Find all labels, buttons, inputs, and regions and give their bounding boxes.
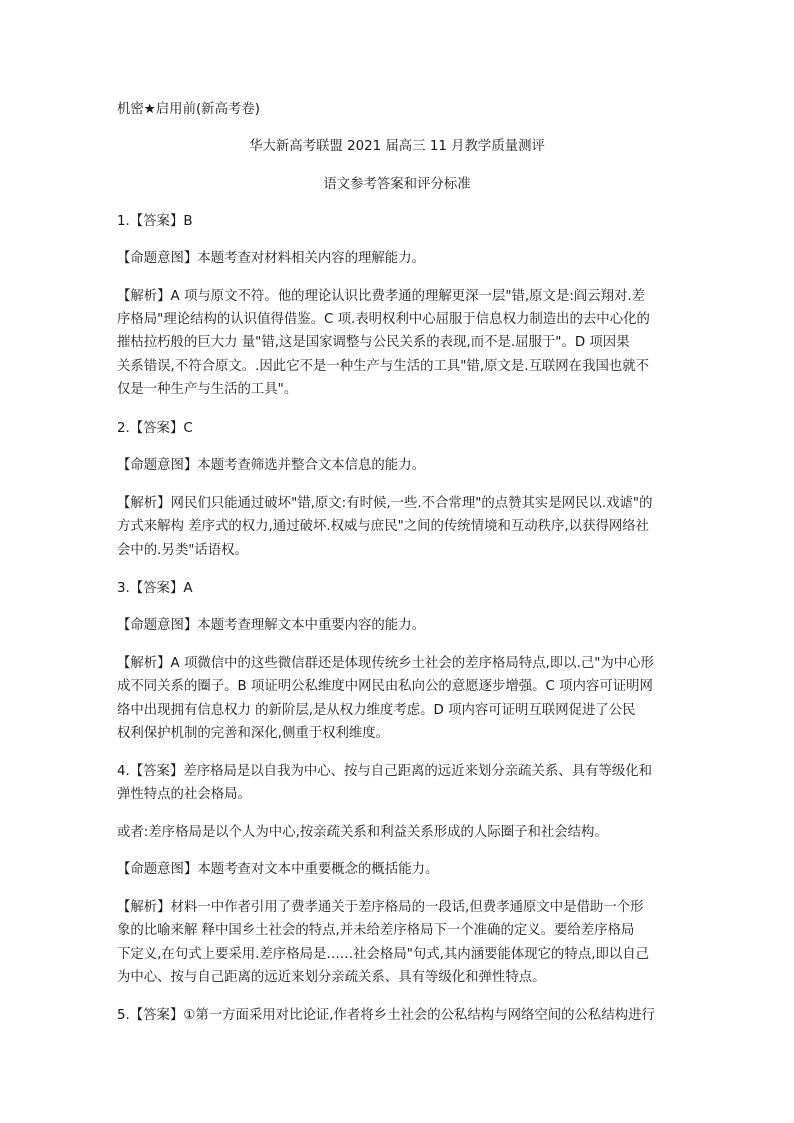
q1-answer: 1.【答案】B	[117, 214, 193, 229]
confidential-label: 机密★启用前(新高考卷)	[117, 102, 260, 117]
q3-analysis-line: 【解析】A 项微信中的这些微信群还是体现传统乡土社会的差序格局特点,即以.己"为中心形	[117, 656, 654, 671]
q4-analysis-line: 【解析】材料一中作者引用了费孝通关于差序格局的一段话,但费孝通原文中是借助一个形	[117, 900, 644, 915]
q1-analysis-line: 序格局"理论结构的认识值得借鉴。C 项.表明权利中心屈服于信息权力制造出的去中心化的	[117, 312, 650, 327]
q2-intent: 【命题意图】本题考查筛选并整合文本信息的能力。	[117, 458, 425, 473]
q2-analysis-line: 会中的.另类"话语权。	[117, 543, 248, 558]
q1-analysis-line: 仅是一种生产与生活的工具"。	[117, 382, 298, 397]
q3-analysis-line: 络中出现拥有信息权力 的新阶层,是从权力维度考虑。D 项内容可证明互联网促进了公民	[117, 703, 636, 718]
document-title: 华大新高考联盟 2021 届高三 11 月教学质量测评	[249, 139, 545, 154]
q4-analysis-line: 为中心、按与自己距离的远近来划分亲疏关系、具有等级化和弹性特点。	[117, 970, 546, 985]
q3-answer: 3.【答案】A	[117, 581, 193, 596]
q4-analysis-line: 象的比喻来解 释中国乡土社会的特点,并未给差序格局下一个准确的定义。要给差序格局	[117, 923, 635, 938]
q1-analysis-line: 摧枯拉朽般的巨大力 量"错,这是国家调整与公民关系的表现,而不是.屈服于"。D 项因果	[117, 335, 630, 350]
q1-analysis-line: 关系错误,不符合原文。.因此它不是一种生产与生活的工具"错,原文是.互联网在我国也就不	[117, 359, 650, 374]
q1-intent: 【命题意图】本题考查对材料相关内容的理解能力。	[117, 251, 425, 266]
q3-intent: 【命题意图】本题考查理解文本中重要内容的能力。	[117, 618, 425, 633]
document-subtitle: 语文参考答案和评分标准	[323, 177, 471, 192]
q2-analysis-line: 方式来解构 差序式的权力,通过破坏.权威与庶民"之间的传统情境和互动秩序,以获得网络社	[117, 519, 650, 534]
q4-alt-answer: 或者:差序格局是以个人为中心,按亲疏关系和利益关系形成的人际圈子和社会结构。	[117, 825, 608, 840]
q4-answer-line: 弹性特点的社会格局。	[117, 787, 251, 802]
q4-answer-line: 4.【答案】差序格局是以自我为中心、按与自己距离的远近来划分亲疏关系、具有等级化和	[117, 764, 653, 779]
q2-analysis-line: 【解析】网民们只能通过破坏"错,原文:有时候,一些.不合常理"的点赞其实是网民以.戏谑"的	[117, 496, 653, 511]
q4-analysis-line: 下定义,在句式上要采用.差序格局是……社会格局"句式,其内涵要能体现它的特点,即以自己	[117, 947, 650, 962]
q5-answer: 5.【答案】①第一方面采用对比论证,作者将乡土社会的公私结构与网络空间的公私结构进行	[117, 1008, 655, 1023]
q4-intent: 【命题意图】本题考查对文本中重要概念的概括能力。	[117, 862, 439, 877]
q3-analysis-line: 权利保护机制的完善和深化,侧重于权利维度。	[117, 726, 390, 741]
q1-analysis-line: 【解析】A 项与原文不符。他的理论认识比费孝通的理解更深一层"错,原文是:阎云翔对.差	[117, 289, 646, 304]
q2-answer: 2.【答案】C	[117, 421, 193, 436]
q3-analysis-line: 成不同关系的圈子。B 项证明公私维度中网民由私向公的意愿逐步增强。C 项内容可证明网	[117, 679, 653, 694]
